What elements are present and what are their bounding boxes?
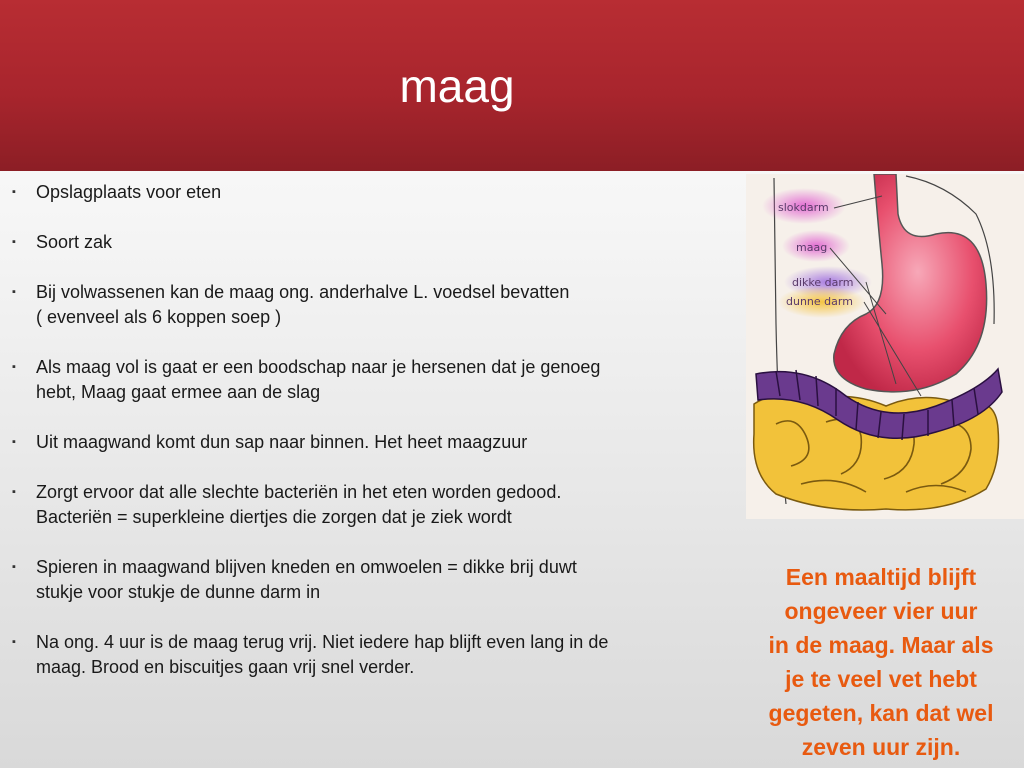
slide-title: maag xyxy=(399,60,515,112)
label-dikke-darm: dikke darm xyxy=(792,276,854,289)
bullet-item: ▪ Soort zak xyxy=(10,230,740,255)
bullet-marker-icon: ▪ xyxy=(12,286,16,298)
title-banner xyxy=(0,0,1024,171)
bullet-item: ▪ Opslagplaats voor eten xyxy=(10,180,740,205)
bullet-item: ▪ Na ong. 4 uur is de maag terug vrij. Niet iedere hap blijft even lang in de maag. Brood en biscuitjes gaan vrij snel verder. xyxy=(12,632,609,677)
bullet-marker-icon: ▪ xyxy=(12,436,16,448)
bullet-marker-icon: ▪ xyxy=(12,561,16,573)
bullet-list xyxy=(10,180,740,705)
bullet-item: ▪ Zorgt ervoor dat alle slechte bacteriën in het eten worden gedood. Bacteriën = superkleine diertjes die zorgen dat je ziek wordt xyxy=(12,482,562,527)
bullet-item: ▪ Bij volwassenen kan de maag ong. anderhalve L. voedsel bevatten ( evenveel als 6 koppen soep ) xyxy=(12,282,570,327)
bullet-marker-icon: ▪ xyxy=(12,636,16,648)
label-dunne-darm: dunne darm xyxy=(786,295,853,308)
label-slokdarm: slokdarm xyxy=(778,201,829,214)
bullet-item: ▪ Spieren in maagwand blijven kneden en omwoelen = dikke brij duwt stukje voor stukje de dunne darm in xyxy=(12,557,577,602)
bullet-marker-icon: ▪ xyxy=(12,361,16,373)
bullet-item: ▪ Als maag vol is gaat er een boodschap naar je hersenen dat je genoeg hebt, Maag gaat ermee aan de slag xyxy=(12,357,601,402)
stomach-illustration xyxy=(746,174,1024,519)
bullet-marker-icon: ▪ xyxy=(12,186,16,198)
bullet-marker-icon: ▪ xyxy=(12,486,16,498)
bullet-item: ▪ Uit maagwand komt dun sap naar binnen. Het heet maagzuur xyxy=(10,430,740,455)
bullet-marker-icon: ▪ xyxy=(12,236,16,248)
callout-text: Een maaltijd blijft ongeveer vier uur in de maag. Maar als je te veel vet hebt gegeten, kan dat wel zeven uur zijn. xyxy=(768,564,994,760)
label-maag: maag xyxy=(796,241,828,254)
